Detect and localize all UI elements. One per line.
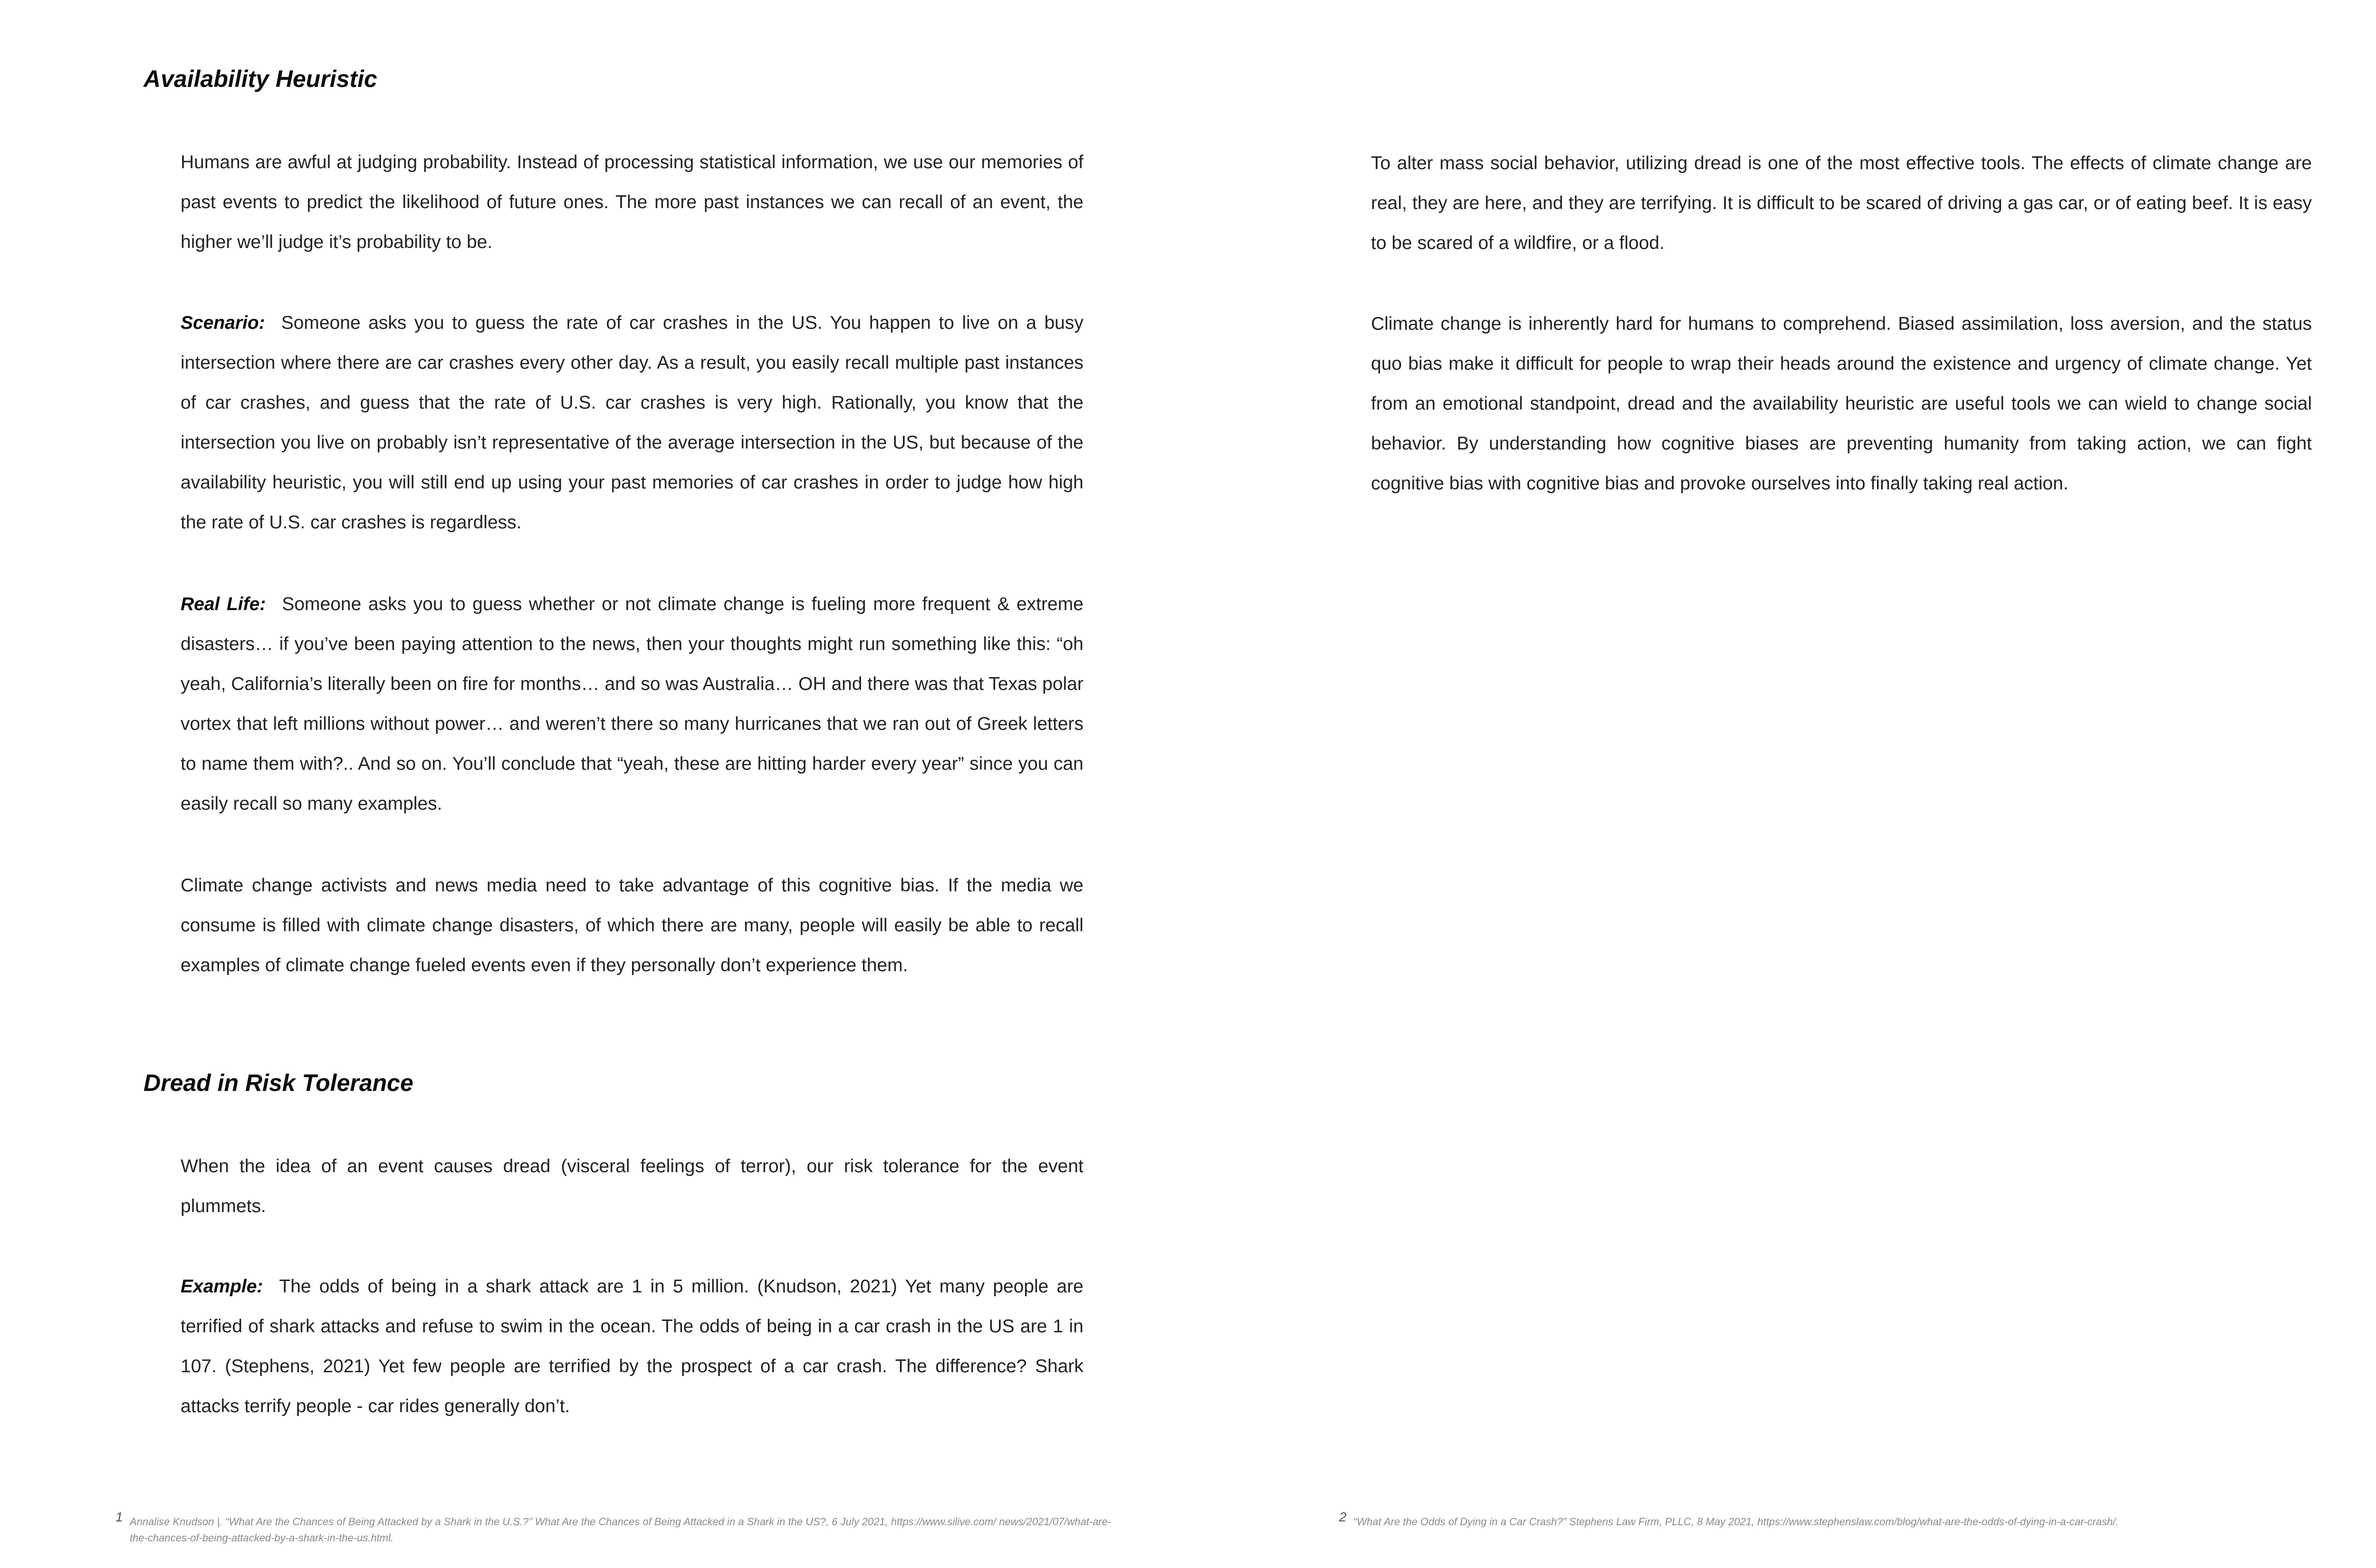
- availability-heuristic-heading: Availability Heuristic: [144, 66, 377, 92]
- footnote-text: Annalise Knudson |. “What Are the Chances of Being Attacked by a Shark in the U.S.?” What Are the Chances of Being Attacked in a Shark in the US?, 6 July 2021, https://www.silive.com/ news/2021/07/what-are-the-chances-of-being-attacked-by-a-shark-in-the-us.html.: [130, 1516, 1111, 1544]
- scenario-paragraph: [181, 303, 1083, 543]
- dread-heading: Dread in Risk Tolerance: [144, 1070, 413, 1096]
- real-life-text: Someone asks you to guess whether or not climate change is fueling more frequent & extreme disasters… if you’ve been paying attention to the news, then your thoughts might run something like this: “oh yeah, California’s literally been on fire for months… and so was Australia… OH and there was that Texas polar vortex that left millions without power… and weren’t there so many hurricanes that we ran out of Greek letters to name them with?.. And so on. You’ll conclude that “yeah, these are hitting harder every year” since you can easily recall so many examples.: [181, 594, 1083, 814]
- dread-tools-paragraph: To alter mass social behavior, utilizing dread is one of the most effective tools. The effects of climate change are real, they are here, and they are terrifying. It is difficult to be scared of driving a gas car, or of eating beef. It is easy to be scared of a wildfire, or a flood.: [1371, 153, 2312, 253]
- availability-intro-paragraph: Humans are awful at judging probability. Instead of processing statistical information, we use our memories of past events to predict the likelihood of future ones. The more past instances we can recall of an event, the higher we’ll judge it’s probability to be.: [181, 152, 1083, 252]
- example-label: Example:: [181, 1276, 263, 1297]
- media-paragraph: Climate change activists and news media need to take advantage of this cognitive bias. If the media we consume is filled with climate change disasters, of which there are many, people will easily be able to recall examples of climate change fueled events even if they personally don’t experience them.: [181, 875, 1083, 975]
- example-paragraph: [181, 1267, 1083, 1426]
- footnote-number: 1: [115, 1510, 123, 1524]
- real-life-paragraph: [181, 584, 1083, 824]
- scenario-label: Scenario:: [181, 313, 265, 333]
- climate-comprehension-paragraph: Climate change is inherently hard for humans to comprehend. Biased assimilation, loss aversion, and the status quo bias make it difficult for people to wrap their heads around the existence and urgency of climate change. Yet from an emotional standpoint, dread and the availability heuristic are useful tools we can wield to change social behavior. By understanding how cognitive biases are preventing humanity from taking action, we can fight cognitive bias with cognitive bias and provoke ourselves into finally taking real action.: [1371, 314, 2312, 494]
- dread-intro-paragraph: When the idea of an event causes dread (visceral feelings of terror), our risk tolerance for the event plummets.: [181, 1156, 1083, 1216]
- footnote-text: “What Are the Odds of Dying in a Car Crash?” Stephens Law Firm, PLLC, 8 May 2021, https://www.stephenslaw.com/blog/what-are-the-odds-of-dying-in-a-car-crash/.: [1353, 1516, 2119, 1528]
- real-life-label: Real Life:: [181, 594, 266, 614]
- footnote-number: 2: [1339, 1510, 1347, 1524]
- scenario-text: Someone asks you to guess the rate of car crashes in the US. You happen to live on a busy intersection where there are car crashes every other day. As a result, you easily recall multiple past instances of car crashes, and guess that the rate of U.S. car crashes is very high. Rationally, you know that the intersection you live on probably isn’t representative of the average intersection in the US, but because of the availability heuristic, you will still end up using your past memories of car crashes in order to judge how high the rate of U.S. car crashes is regardless.: [181, 313, 1083, 533]
- example-text: The odds of being in a shark attack are 1 in 5 million. (Knudson, 2021) Yet many people are terrified of shark attacks and refuse to swim in the ocean. The odds of being in a car crash in the US are 1 in 107. (Stephens, 2021) Yet few people are terrified by the prospect of a car crash. The difference? Shark attacks terrify people - car rides generally don’t.: [181, 1276, 1083, 1416]
